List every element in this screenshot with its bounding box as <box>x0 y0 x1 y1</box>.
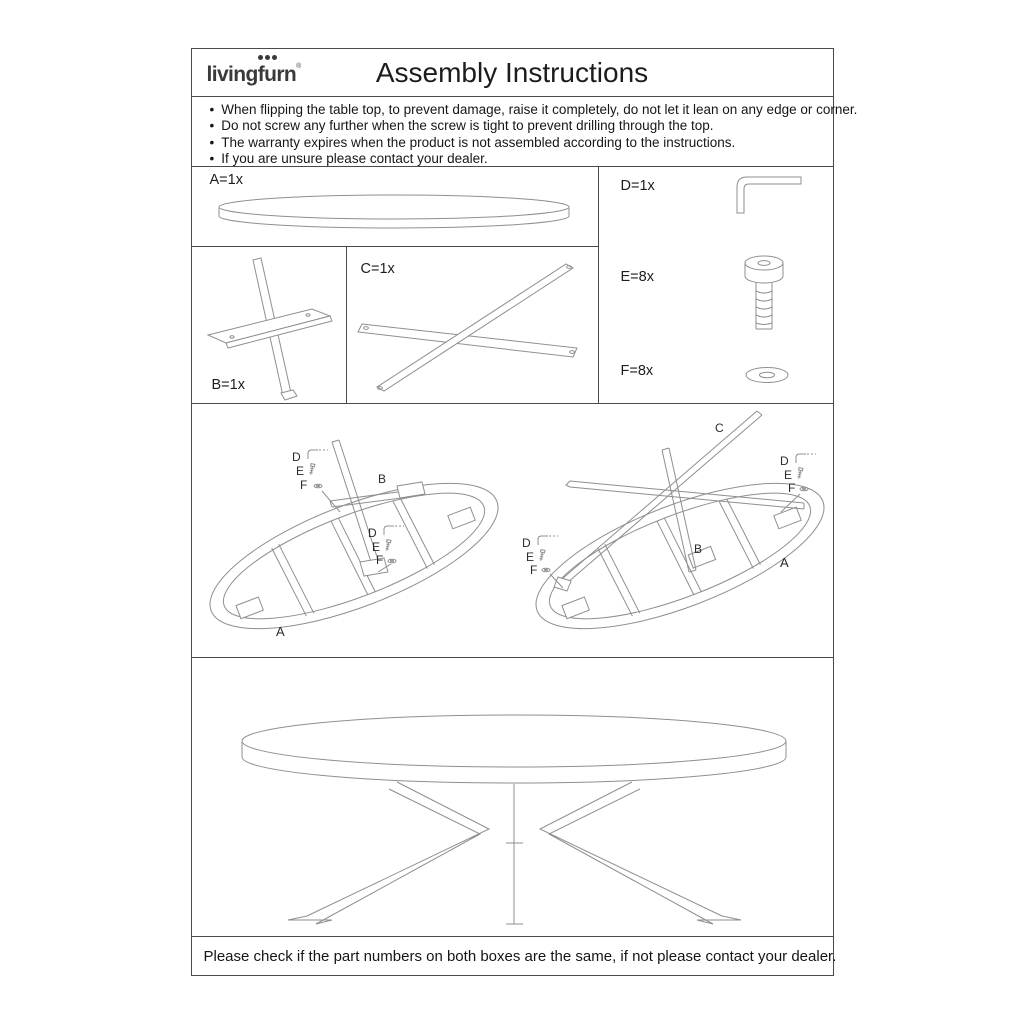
mini-screw-icon <box>384 540 390 552</box>
mini-screw-icon <box>308 464 314 476</box>
logo-dots-icon <box>258 55 277 60</box>
step1-diagram <box>192 440 514 656</box>
part-label-c: C=1x <box>360 261 395 277</box>
svg-text:E: E <box>371 540 380 554</box>
brand-logo-text: livingfurn <box>206 63 297 86</box>
part-label-a: A=1x <box>209 172 243 188</box>
part-label-f: F=8x <box>620 363 654 379</box>
assembled-table-panel <box>192 658 833 937</box>
mini-allen-key-icon <box>384 526 404 535</box>
parts-inventory <box>192 167 833 404</box>
mini-allen-key-icon <box>538 536 558 545</box>
mini-washer-icon <box>542 568 550 572</box>
svg-text:F: F <box>375 553 383 567</box>
assembly-steps <box>192 404 833 658</box>
mini-washer-icon <box>800 487 808 491</box>
part-label-b: B=1x <box>211 377 245 393</box>
page-title: Assembly Instructions <box>375 56 649 88</box>
step2-diagram <box>518 411 832 656</box>
step2-leg-c <box>554 411 804 591</box>
mini-washer-icon <box>388 559 396 563</box>
part-box-b <box>192 247 347 403</box>
svg-text:F: F <box>787 481 795 495</box>
part-box-a <box>192 167 598 247</box>
note-item: • When flipping the table top, to prevent damage, raise it completely, do not let it lean on any edge or corner. <box>208 102 825 118</box>
mini-allen-key-icon <box>308 450 328 459</box>
svg-text:D: D <box>521 536 531 550</box>
part-label-d: D=1x <box>620 178 655 194</box>
mini-allen-key-icon <box>796 454 816 463</box>
assembled-table-drawing <box>192 658 833 937</box>
note-item: • The warranty expires when the product is not assembled according to the instructions. <box>208 135 825 151</box>
svg-text:E: E <box>525 550 534 564</box>
svg-text:F: F <box>299 478 307 492</box>
brand-logo <box>207 63 301 87</box>
footer-text: Please check if the part numbers on both boxes are the same, if not please contact your dealer. <box>203 947 837 965</box>
svg-text:D: D <box>291 450 301 464</box>
instruction-sheet <box>191 48 858 976</box>
header <box>192 49 833 97</box>
note-item: • Do not screw any further when the screw is tight to prevent drilling through the top. <box>208 118 825 134</box>
step1-callout-1 <box>292 450 340 512</box>
svg-text:C: C <box>714 421 724 435</box>
mini-washer-icon <box>314 484 322 488</box>
svg-text:A: A <box>779 555 789 570</box>
footer-note <box>192 937 837 975</box>
svg-text:B: B <box>693 542 702 556</box>
svg-text:E: E <box>783 468 792 482</box>
registered-trademark: ® <box>296 63 301 70</box>
step2-callout-right <box>780 454 816 512</box>
parts-bc-row <box>192 247 598 403</box>
part-label-e: E=8x <box>620 269 654 285</box>
svg-text:D: D <box>779 454 789 468</box>
svg-text:B: B <box>377 472 386 486</box>
svg-text:A: A <box>275 624 285 639</box>
warning-notes <box>192 97 858 167</box>
svg-text:D: D <box>367 526 377 540</box>
svg-text:E: E <box>295 464 304 478</box>
assembled-top <box>242 715 786 783</box>
svg-text:F: F <box>529 563 537 577</box>
step2-leg-b <box>662 448 696 572</box>
allen-key-drawing <box>737 177 801 213</box>
assembly-steps-drawing <box>192 404 833 656</box>
bolt-drawing <box>745 256 783 329</box>
assembled-legs <box>288 782 741 924</box>
parts-right-column <box>599 167 833 403</box>
mini-screw-icon <box>796 468 802 480</box>
parts-left-column <box>192 167 599 403</box>
washer-drawing <box>746 368 788 383</box>
mini-screw-icon <box>538 550 544 562</box>
part-box-c <box>347 247 598 403</box>
table-top-drawing <box>192 167 599 246</box>
note-item: • If you are unsure please contact your dealer. <box>208 151 825 167</box>
